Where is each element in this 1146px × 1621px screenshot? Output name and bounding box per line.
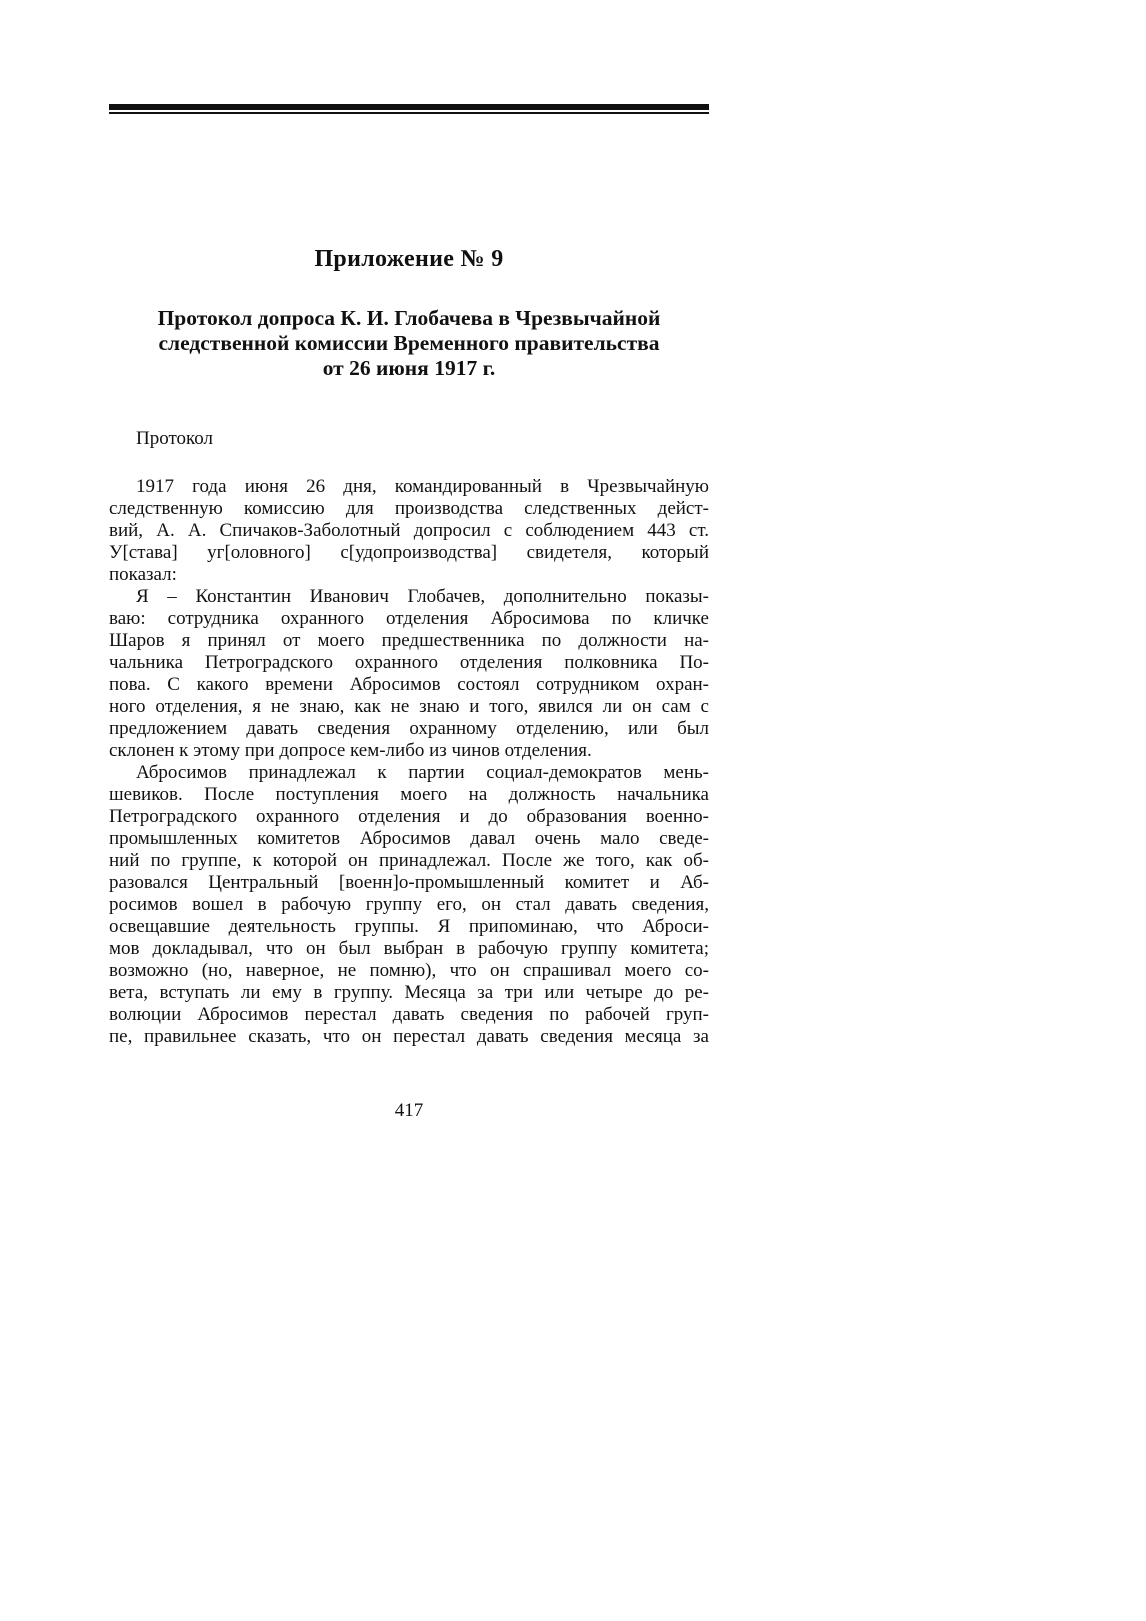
text-line: У[става] уг[оловного] с[удопроизводства] свидетеля, который — [109, 542, 709, 563]
text-line: росимов вошел в рабочую группу его, он стал давать сведения, — [109, 894, 709, 915]
text-line: освещавшие деятельность группы. Я припоминаю, что Аброси- — [109, 916, 709, 937]
text-line: вий, А. А. Спичаков-Заболотный допросил с соблюдением 443 ст. — [109, 520, 709, 541]
text-line: Я – Константин Иванович Глобачев, дополнительно показы- — [136, 586, 709, 607]
document-subtitle — [109, 306, 709, 381]
text-line: волюции Абросимов перестал давать сведения по рабочей груп- — [109, 1004, 709, 1025]
subtitle-line: следственной комиссии Временного правительства — [158, 331, 660, 355]
text-line: Петроградского охранного отделения и до образования военно- — [109, 806, 709, 827]
text-line: пе, правильнее сказать, что он перестал давать сведения месяца за — [109, 1026, 709, 1047]
text-line: вета, вступать ли ему в группу. Месяца за три или четыре до ре- — [109, 982, 709, 1003]
text-line: ваю: сотрудника охранного отделения Абросимова по кличке — [109, 608, 709, 629]
body-text — [109, 476, 709, 1048]
header-rule-thin — [109, 112, 709, 114]
text-line: показал: — [109, 564, 177, 585]
header-rule-thick — [109, 104, 709, 110]
text-line: ний по группе, к которой он принадлежал. После же того, как об- — [109, 850, 709, 871]
text-line: чальника Петроградского охранного отделения полковника По- — [109, 652, 709, 673]
text-line: разовался Центральный [военн]о-промышленный комитет и Аб- — [109, 872, 709, 893]
text-line: 1917 года июня 26 дня, командированный в Чрезвычайную — [136, 476, 709, 497]
paragraph — [109, 476, 709, 586]
paragraph — [109, 762, 709, 1048]
text-line: предложением давать сведения охранному отделению, или был — [109, 718, 709, 739]
text-line: следственную комиссию для производства следственных дейст- — [109, 498, 709, 519]
appendix-title: Приложение № 9 — [314, 246, 504, 272]
text-line: склонен к этому при допросе кем-либо из чинов отделения. — [109, 740, 592, 761]
text-line: возможно (но, наверное, не помню), что он спрашивал моего со- — [109, 960, 709, 981]
protocol-heading: Протокол — [136, 428, 214, 449]
subtitle-line: Протокол допроса К. И. Глобачева в Чрезвычайной — [157, 306, 661, 330]
text-line: Абросимов принадлежал к партии социал-демократов мень- — [136, 762, 709, 783]
paragraph — [109, 586, 709, 762]
text-line: шевиков. После поступления моего на должность начальника — [109, 784, 709, 805]
text-line: промышленных комитетов Абросимов давал очень мало сведе- — [109, 828, 709, 849]
subtitle-line: от 26 июня 1917 г. — [322, 356, 496, 380]
page-number: 417 — [394, 1100, 424, 1121]
text-line: ного отделения, я не знаю, как не знаю и того, явился ли он сам с — [109, 696, 709, 717]
text-line: пова. С какого времени Абросимов состоял сотрудником охран- — [109, 674, 709, 695]
text-line: Шаров я принял от моего предшественника по должности на- — [109, 630, 709, 651]
text-line: мов докладывал, что он был выбран в рабочую группу комитета; — [109, 938, 709, 959]
